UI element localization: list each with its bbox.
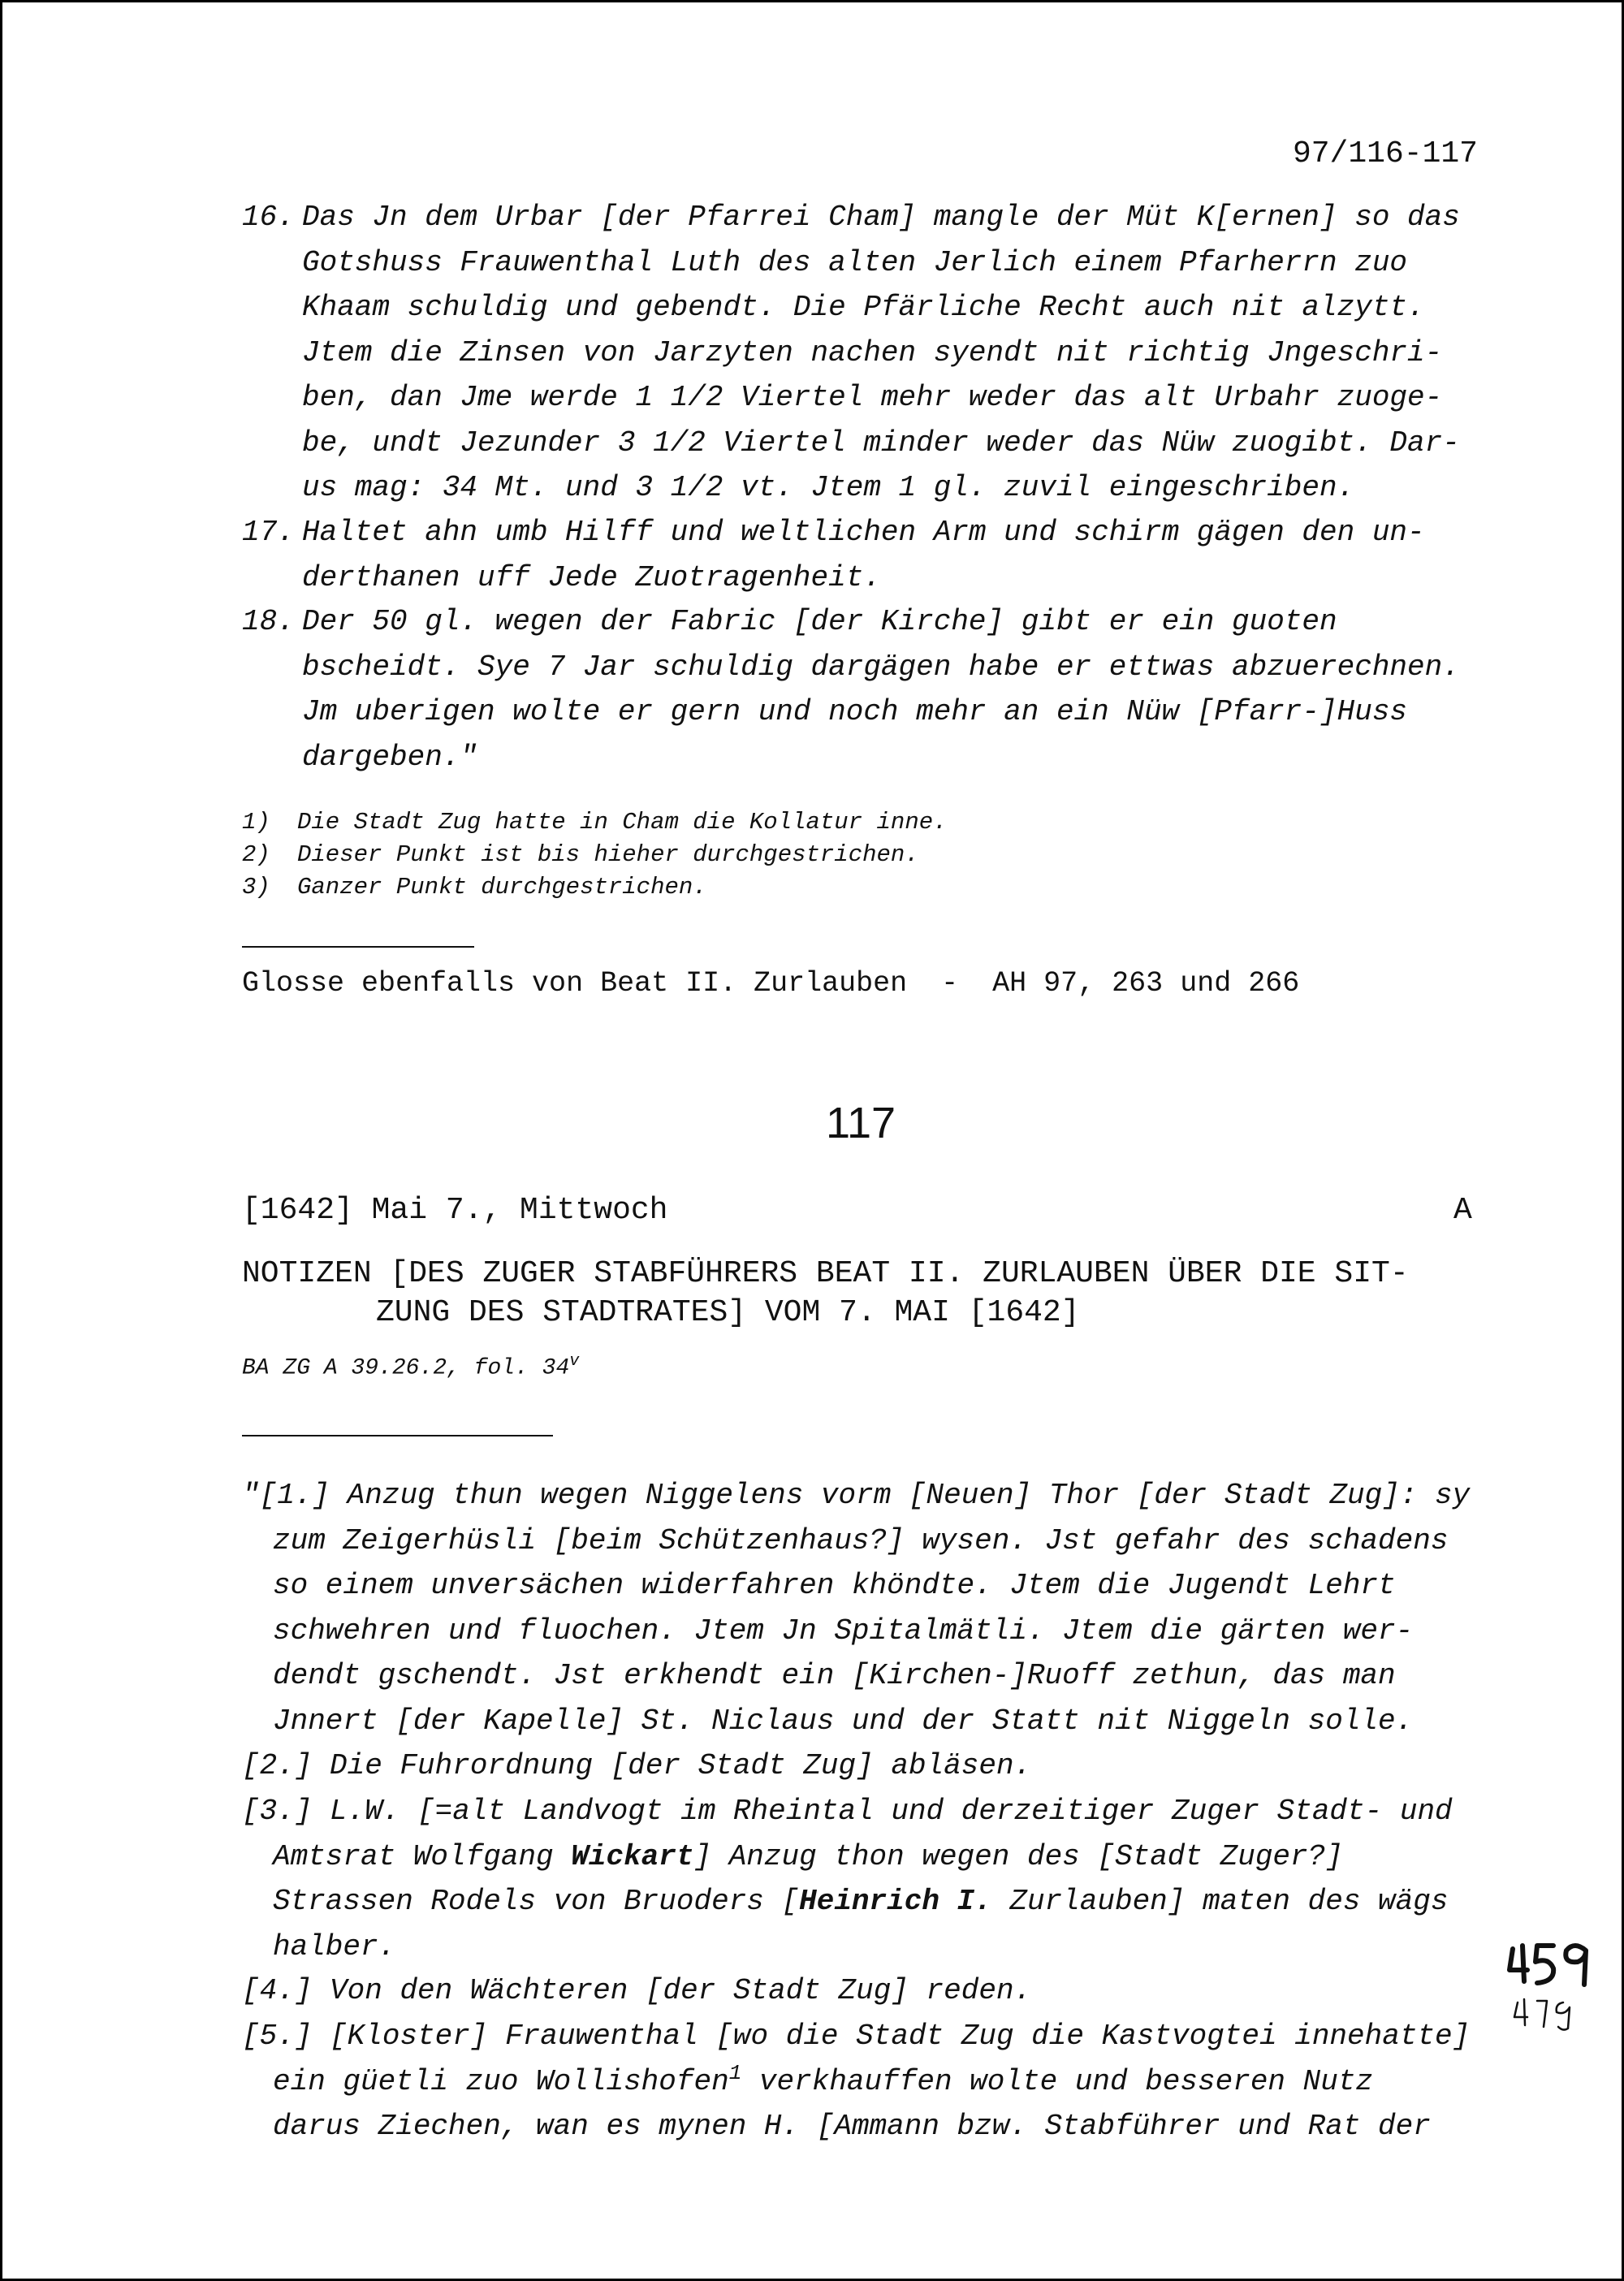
text-part: Strassen Rodels von Bruoders [: [273, 1885, 800, 1918]
heading-line: NOTIZEN [DES ZUGER STABFÜHRERS BEAT II. ZURLAUBEN ÜBER DIE SIT-: [242, 1256, 1409, 1291]
footnotes: [242, 806, 1460, 904]
text-line: Die Fuhrordnung [der Stadt Zug] abläsen.: [330, 1749, 1032, 1782]
text-line: L.W. [=alt Landvogt im Rheintal und derzeitiger Zuger Stadt- und: [330, 1795, 1453, 1828]
note-text: [242, 1743, 1492, 1789]
text-part: ein güetli zuo Wollishofen: [273, 2064, 729, 2098]
footnote-marker: 1: [728, 2060, 742, 2085]
text-part: ] Anzug thon wegen des [Stadt Zuger?]: [693, 1839, 1343, 1873]
note-text: [242, 1968, 1492, 2014]
footnote-number: 3): [242, 874, 270, 901]
text-line: Jm uberigen wolte er gern und noch mehr an ein Nüw [Pfarr-]Huss: [302, 695, 1408, 728]
gloss-note: Glosse ebenfalls von Beat II. Zurlauben - AH 97, 263 und 266: [242, 967, 1300, 1000]
text-line: ben, dan Jme werde 1 1/2 Viertel mehr weder das alt Urbahr zuoge-: [302, 381, 1443, 414]
footnote-number: 1): [242, 809, 270, 836]
text-line: Von den Wächteren [der Stadt Zug] reden.: [330, 1974, 1032, 2007]
document-number: 117: [825, 1099, 896, 1147]
text-line: schwehren und fluochen. Jtem Jn Spitalmätli. Jtem die gärten wer-: [273, 1614, 1414, 1648]
text-line: dendt gschendt. Jst erkhendt ein [Kirchen-]Ruoff zethun, das man: [273, 1659, 1396, 1692]
text-line: Das Jn dem Urbar [der Pfarrei Cham] mangle der Müt K[ernen] so das: [302, 201, 1460, 234]
footnote: [242, 871, 1460, 904]
source-superscript: v: [569, 1352, 580, 1371]
text-line: Gotshuss Frauwenthal Luth des alten Jerlich einem Pfarherrn zuo: [302, 245, 1408, 279]
source-citation: [242, 1352, 579, 1380]
note-2: [242, 1743, 1492, 1789]
item-16: [242, 195, 1492, 511]
note-text: [242, 2014, 1492, 2149]
document-letter: A: [1453, 1193, 1472, 1228]
note-text: [242, 1789, 1492, 1969]
person-name: Wickart: [571, 1839, 694, 1873]
footnote-text: Dieser Punkt ist bis hieher durchgestrichen.: [297, 841, 919, 868]
text-line: Jnnert [der Kapelle] St. Niclaus und der Statt nit Niggeln solle.: [273, 1704, 1414, 1738]
text-line: dargeben.": [302, 740, 478, 774]
item-text: [302, 195, 1492, 511]
note-number: "[1.]: [242, 1479, 330, 1512]
note-4: [242, 1968, 1492, 2014]
text-line: darus Ziechen, wan es mynen H. [Ammann bzw. Stabführer und Rat der: [273, 2110, 1431, 2143]
heading-line: ZUNG DES STADTRATES] VOM 7. MAI [1642]: [376, 1295, 1080, 1330]
footnote-number: 2): [242, 841, 270, 868]
text-line: bscheidt. Sye 7 Jar schuldig dargägen habe er ettwas abzuerechnen.: [302, 650, 1460, 684]
person-name: Heinrich I.: [799, 1885, 992, 1918]
text-line: Der 50 gl. wegen der Fabric [der Kirche] gibt er ein guoten: [302, 605, 1337, 638]
text-line: [Kloster] Frauwenthal [wo die Stadt Zug die Kastvogtei innehatte]: [330, 2020, 1471, 2053]
text-line: derthanen uff Jede Zuotragenheit.: [302, 560, 881, 594]
text-line: Haltet ahn umb Hilff und weltlichen Arm und schirm gägen den un-: [302, 516, 1425, 549]
note-number: [2.]: [242, 1749, 313, 1782]
note-text: [242, 1473, 1492, 1743]
text-line: [273, 1879, 1492, 1925]
note-5: [242, 2014, 1492, 2149]
item-number: 16.: [242, 201, 295, 234]
source-text: BA ZG A 39.26.2, fol. 34: [242, 1355, 570, 1381]
text-line: Jtem die Zinsen von Jarzyten nachen syendt nit richtig Jngeschri-: [302, 335, 1443, 369]
text-line: zum Zeigerhüsli [beim Schützenhaus?] wysen. Jst gefahr des schadens: [273, 1523, 1449, 1557]
separator-rule: [242, 1435, 553, 1436]
footnote-text: Die Stadt Zug hatte in Cham die Kollatur inne.: [297, 809, 948, 836]
note-3: [242, 1789, 1492, 1969]
page-reference: 97/116-117: [1292, 136, 1478, 171]
item-text: [302, 510, 1492, 600]
item-number: 17.: [242, 516, 295, 549]
note-number: [4.]: [242, 1974, 313, 2007]
text-part: Zurlauben] maten des wägs: [991, 1885, 1449, 1918]
note-number: [3.]: [242, 1795, 313, 1828]
footnote: [242, 806, 1460, 839]
note-number: [5.]: [242, 2020, 313, 2053]
separator-rule: [242, 946, 474, 948]
text-line: halber.: [273, 1929, 396, 1963]
item-number: 18.: [242, 605, 295, 638]
text-part: Amtsrat Wolfgang: [273, 1839, 572, 1873]
note-1: [242, 1473, 1492, 1743]
footnote-text: Ganzer Punkt durchgestrichen.: [297, 874, 707, 901]
item-text: [302, 599, 1492, 780]
document-heading: [242, 1255, 1509, 1333]
text-line: so einem unversächen widerfahren khöndte. Jtem die Jugendt Lehrt: [273, 1569, 1396, 1602]
handwritten-page-number: [1506, 1939, 1596, 2037]
text-line: Khaam schuldig und gebendt. Die Pfärliche Recht auch nit alzytt.: [302, 291, 1425, 324]
text-line: [273, 2059, 1492, 2105]
item-18: [242, 599, 1492, 780]
text-line: us mag: 34 Mt. und 3 1/2 vt. Jtem 1 gl. zuvil eingeschriben.: [302, 471, 1355, 504]
text-line: Anzug thun wegen Niggelens vorm [Neuen] Thor [der Stadt Zug]: sy: [347, 1479, 1471, 1512]
text-part: verkhauffen wolte und besseren Nutz: [741, 2064, 1374, 2098]
text-line: be, undt Jezunder 3 1/2 Viertel minder weder das Nüw zuogibt. Dar-: [302, 426, 1460, 460]
document-date: [1642] Mai 7., Mittwoch: [242, 1193, 668, 1228]
item-17: [242, 510, 1492, 600]
text-line: [273, 1834, 1492, 1880]
footnote: [242, 839, 1460, 871]
